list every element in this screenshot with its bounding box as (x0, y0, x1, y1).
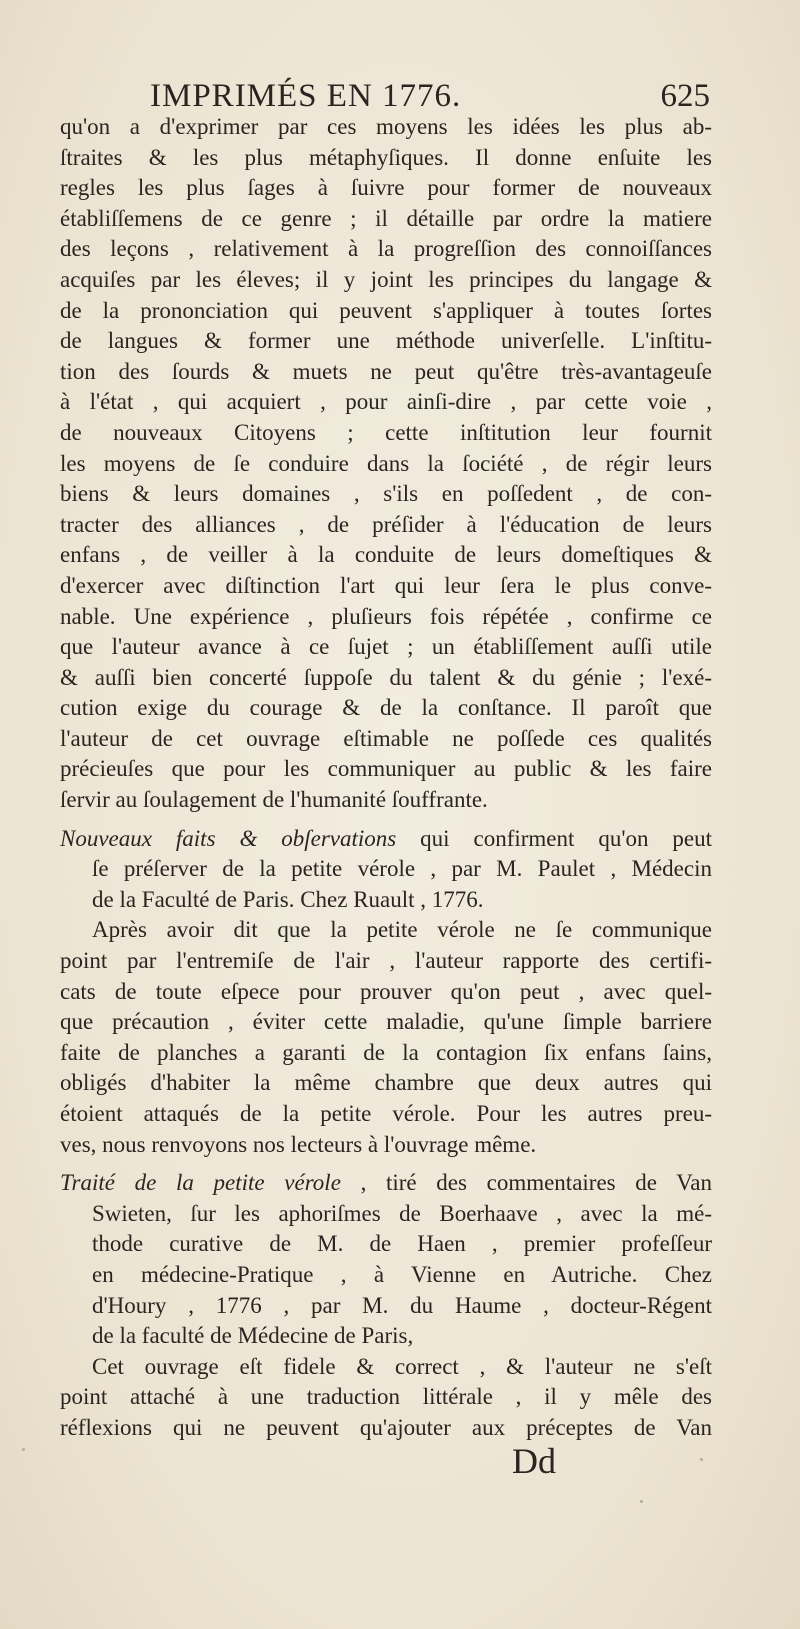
text-line: de nouveaux Citoyens ; cette inſtitution leur fournit (60, 419, 712, 445)
text-line: réflexions qui ne peuvent qu'ajouter aux préceptes de Van (60, 1414, 712, 1440)
text-line: faite de planches a garanti de la contagion ſix enfans ſains, (60, 1039, 712, 1065)
text-line: des leçons , relativement à la progreſſion des connoiſſances (60, 236, 712, 262)
entry-title: Nouveaux faits & obſervations (60, 825, 397, 851)
text-line: tracter des alliances , de préſider à l'éducation de leurs (60, 511, 712, 537)
text-line: Cet ouvrage eſt fidele & correct , & l'auteur ne s'eſt (92, 1353, 712, 1379)
text-line: de la prononciation qui peuvent s'appliquer à toutes ſortes (60, 297, 712, 323)
page-number: 625 (660, 78, 710, 114)
text-line: tion des ſourds & muets ne peut qu'être très-avantageuſe (60, 358, 712, 384)
text-line: de langues & former une méthode univerſelle. L'inſtitu- (60, 328, 712, 354)
paper-speck (700, 1458, 703, 1461)
text-line: & auſſi bien concerté ſuppoſe du talent & du génie ; l'exé- (60, 664, 712, 690)
text-line: à l'état , qui acquiert , pour ainſi-dire , par cette voie , (60, 389, 712, 415)
paragraph-petite-verole (60, 915, 712, 1160)
text-line: que l'auteur avance à ce ſujet ; un établiſſement auſſi utile (60, 634, 712, 660)
text-line: de la Faculté de Paris. Chez Ruault , 1776. (92, 886, 484, 912)
text-line: Traité de la petite vérole , tiré des commentaires de Van (60, 1170, 712, 1196)
text-line: enfans , de veiller à la conduite de leurs domeſtiques & (60, 542, 712, 568)
text-line: précieuſes que pour les communiquer au public & les faire (60, 756, 712, 782)
text-line: de la faculté de Médecine de Paris, (92, 1323, 414, 1349)
entry-title: Traité de la petite vérole (60, 1170, 341, 1196)
text-line: d'Houry , 1776 , par M. du Haume , docteur-Régent (92, 1292, 712, 1318)
text-line: qu'on a d'exprimer par ces moyens les idées les plus ab- (60, 114, 712, 139)
text-line: ves, nous renvoyons nos lecteurs à l'ouvrage même. (60, 1131, 537, 1157)
text-line: l'auteur de cet ouvrage eſtimable ne poſſede ces qualités (60, 725, 712, 751)
text-line: que précaution , éviter cette maladie, qu'une ſimple barriere (60, 1009, 712, 1035)
text-line: ſtraites & les plus métaphyſiques. Il donne enſuite les (60, 144, 712, 170)
paper-speck (22, 1448, 25, 1451)
paragraph-ouvrage (60, 1352, 712, 1444)
running-title: IMPRIMÉS EN 1776. (150, 78, 462, 114)
text-line: obligés d'habiter la même chambre que deux autres qui (60, 1070, 712, 1096)
text-line: cats de toute eſpece pour prouver qu'on peut , avec quel- (60, 978, 712, 1004)
text-line: ſervir au ſoulagement de l'humanité ſouffrante. (60, 787, 488, 813)
text-line: les moyens de ſe conduire dans la ſociété , de régir leurs (60, 450, 712, 476)
paragraph-sourds-muets (60, 112, 712, 816)
text-line: ſe préſerver de la petite vérole , par M. Paulet , Médecin (92, 856, 712, 882)
body-text (60, 112, 712, 1444)
text-line: d'exercer avec diſtinction l'art qui leur ſera le plus conve- (60, 572, 712, 598)
text-line: regles les plus ſages à ſuivre pour former de nouveaux (60, 175, 712, 201)
text-line: en médecine-Pratique , à Vienne en Autriche. Chez (92, 1261, 712, 1287)
text-line: étoient attaqués de la petite vérole. Pour les autres preu- (60, 1101, 712, 1126)
entry-nouveaux-faits (60, 824, 712, 916)
signature-mark: Dd (512, 1441, 556, 1481)
text-line: nable. Une expérience , pluſieurs fois répétée , confirme ce (60, 603, 712, 629)
text-line: point attaché à une traduction littérale , il y mêle des (60, 1384, 712, 1410)
text-line: thode curative de M. de Haen , premier profeſſeur (92, 1231, 712, 1257)
text-line: acquiſes par les éleves; il y joint les principes du langage & (60, 266, 712, 292)
text-line: cution exige du courage & de la conſtance. Il paroît que (60, 695, 712, 721)
text-line: établiſſemens de ce genre ; il détaille par ordre la matiere (60, 205, 712, 231)
text-line: Après avoir dit que la petite vérole ne ſe communique (92, 917, 712, 943)
paper-speck (640, 1500, 643, 1503)
text-line: point par l'entremiſe de l'air , l'auteur rapporte des certifi- (60, 948, 712, 974)
entry-traite (60, 1168, 712, 1352)
text-line: Nouveaux faits & obſervations qui confirment qu'on peut (60, 825, 712, 851)
text-line: biens & leurs domaines , s'ils en poſſedent , de con- (60, 481, 712, 507)
text-line: Swieten, ſur les aphoriſmes de Boerhaave , avec la mé- (92, 1200, 712, 1226)
